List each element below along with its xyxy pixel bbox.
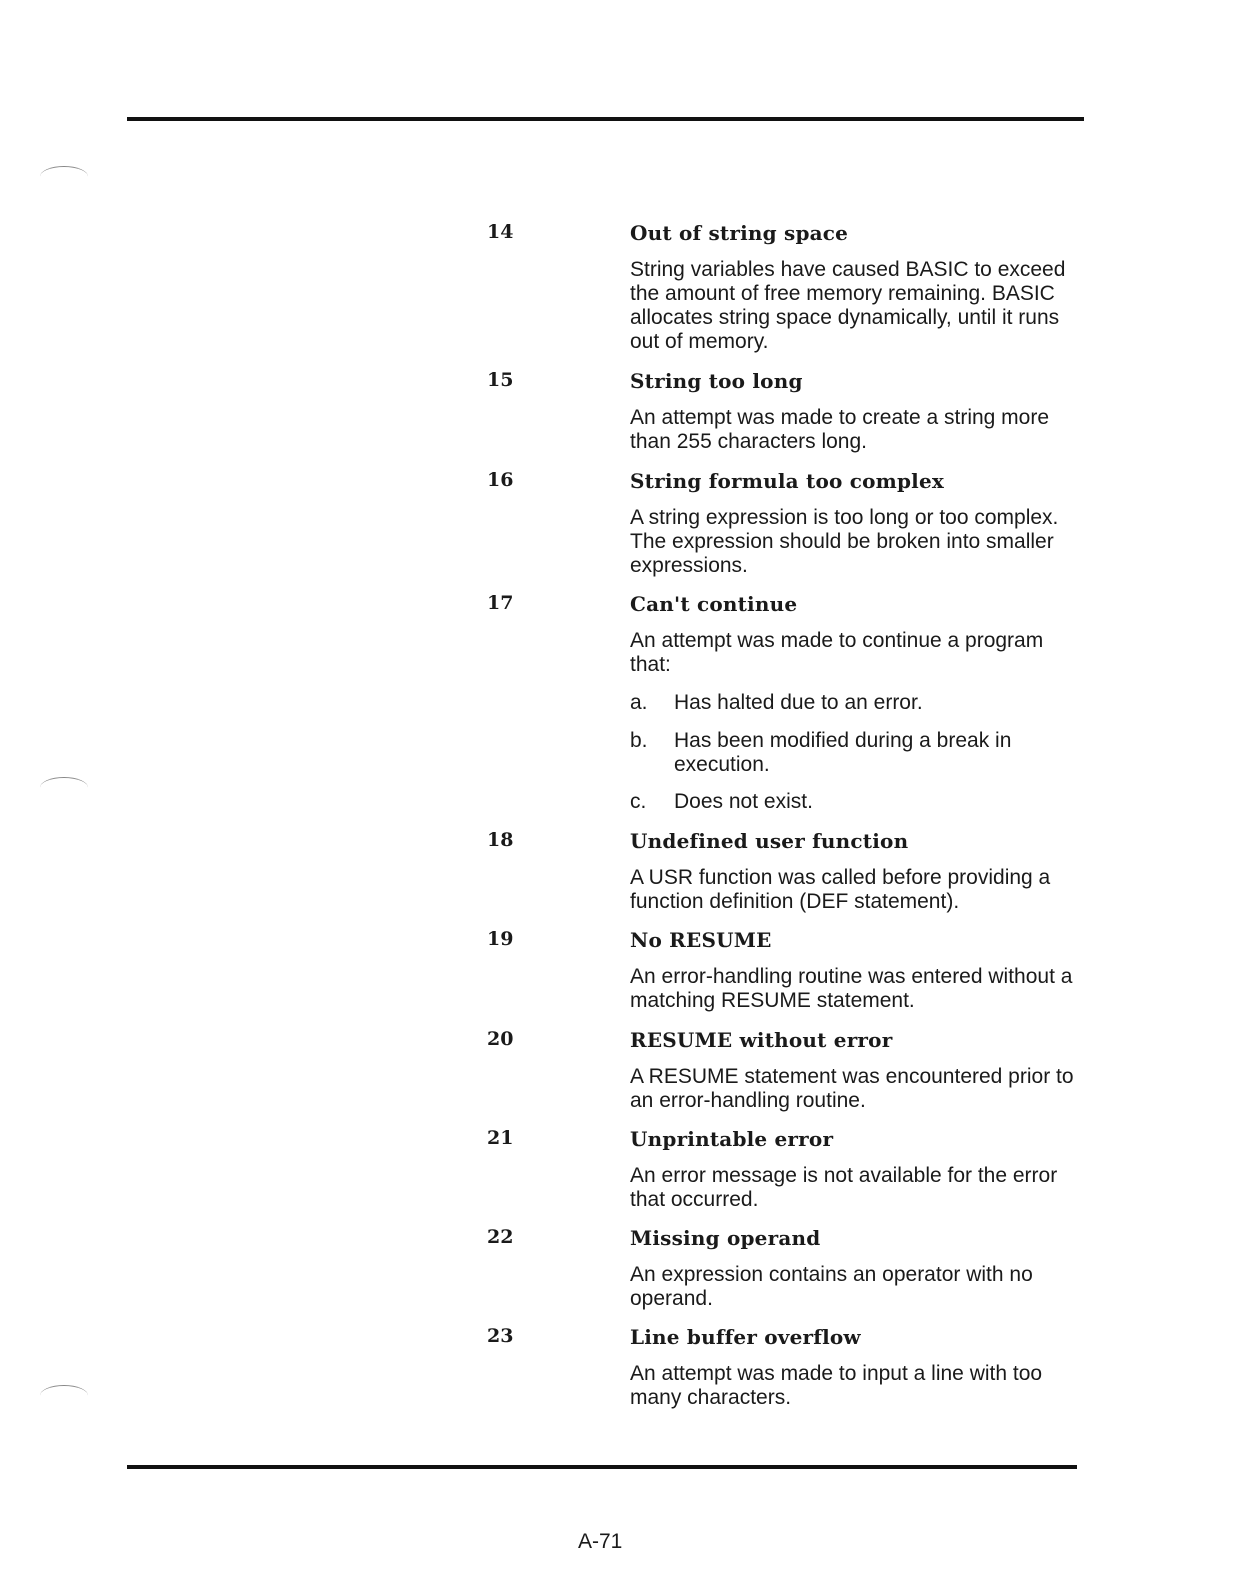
error-code: 20 [487,1028,514,1050]
error-description: A USR function was called before providing a function definition (DEF statement). [630,866,1051,913]
error-title: Undefined user function [630,829,909,853]
error-code: 14 [487,221,514,243]
error-title: String formula too complex [630,469,944,493]
bottom-rule [127,1465,1077,1469]
error-code: 17 [487,592,514,614]
error-title: RESUME without error [630,1028,893,1052]
error-description: An expression contains an operator with no operand. [630,1263,1033,1310]
error-title: String too long [630,369,803,393]
error-code: 18 [487,829,514,851]
list-item-text: Has halted due to an error. [674,691,923,714]
error-description: An attempt was made to input a line with too many characters. [630,1362,1043,1409]
punch-hole-mark [40,166,88,187]
error-code: 23 [487,1325,514,1347]
error-title: Missing operand [630,1226,821,1250]
error-code: 16 [487,469,514,491]
error-title: No RESUME [630,928,772,952]
error-code: 15 [487,369,514,391]
list-item-label: b. [630,729,648,752]
error-title: Can't continue [630,592,798,616]
error-description: An attempt was made to continue a program that: [630,629,1044,676]
punch-hole-mark [40,1385,88,1406]
top-rule [127,117,1084,121]
list-item-text: Has been modified during a break in execution. [674,729,1012,776]
error-title: Unprintable error [630,1127,834,1151]
list-item-label: a. [630,691,648,714]
list-item-text: Does not exist. [674,790,813,813]
error-code: 21 [487,1127,514,1149]
error-title: Out of string space [630,221,849,245]
error-description: An error message is not available for the error that occurred. [630,1164,1058,1211]
error-description: A RESUME statement was encountered prior to an error-handling routine. [630,1065,1074,1112]
page-number: A-71 [578,1530,623,1553]
list-item-label: c. [630,790,647,813]
punch-hole-mark [40,777,88,798]
error-code: 19 [487,928,514,950]
error-description: A string expression is too long or too complex. The expression should be broken into smaller expressions. [630,506,1059,577]
error-description: String variables have caused BASIC to exceed the amount of free memory remaining. BASIC allocates string space dynamically, until it runs out of memory. [630,258,1066,353]
error-description: An error-handling routine was entered without a matching RESUME statement. [630,965,1073,1012]
error-title: Line buffer overflow [630,1325,861,1349]
error-description: An attempt was made to create a string more than 255 characters long. [630,406,1050,453]
error-code: 22 [487,1226,514,1248]
